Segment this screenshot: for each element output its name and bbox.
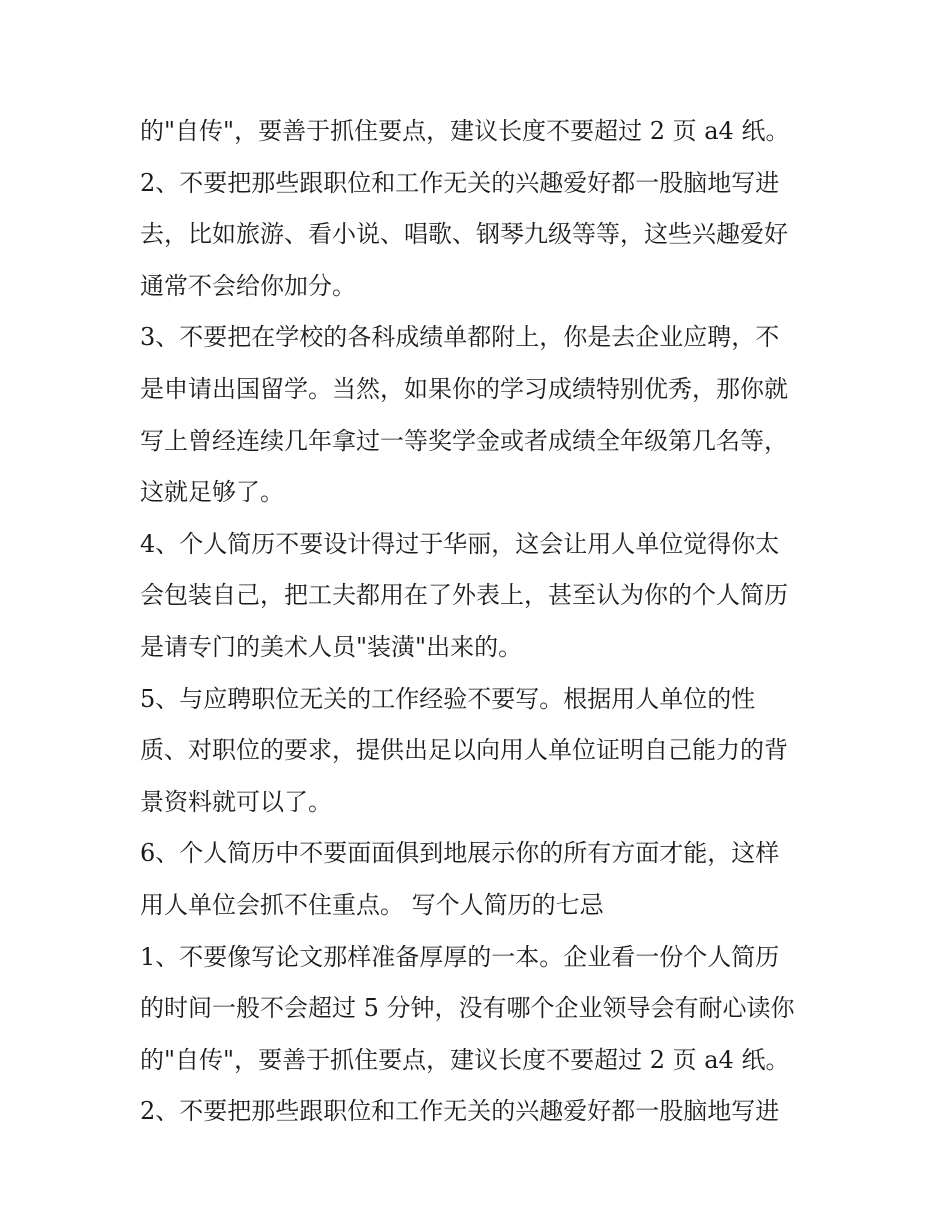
text-line: 用人单位会抓不住重点。 写个人简历的七忌 bbox=[140, 890, 604, 919]
text-line: 的"自传"，要善于抓住要点，建议长度不要超过 2 页 a4 纸。 bbox=[140, 1045, 790, 1074]
text-line: 2、不要把那些跟职位和工作无关的兴趣爱好都一股脑地写进 bbox=[140, 1097, 780, 1126]
text-line: 1、不要像写论文那样准备厚厚的一本。企业看一份个人简历 bbox=[140, 942, 780, 971]
text-line: 通常不会给你加分。 bbox=[140, 271, 356, 300]
text-line: 4、个人简历不要设计得过于华丽，这会让用人单位觉得你太 bbox=[140, 529, 780, 558]
text-line: 写上曾经连续几年拿过一等奖学金或者成绩全年级第几名等， bbox=[140, 426, 788, 455]
text-line: 的时间一般不会超过 5 分钟，没有哪个企业领导会有耐心读你 bbox=[140, 994, 795, 1023]
text-line: 2、不要把那些跟职位和工作无关的兴趣爱好都一股脑地写进 bbox=[140, 168, 780, 197]
text-line: 是请专门的美术人员"装潢"出来的。 bbox=[140, 632, 523, 661]
text-line: 5、与应聘职位无关的工作经验不要写。根据用人单位的性 bbox=[140, 684, 756, 713]
text-line: 的"自传"，要善于抓住要点，建议长度不要超过 2 页 a4 纸。 bbox=[140, 117, 790, 145]
text-line: 这就足够了。 bbox=[140, 478, 284, 507]
text-line: 3、不要把在学校的各科成绩单都附上，你是去企业应聘，不 bbox=[140, 323, 780, 352]
text-line: 去，比如旅游、看小说、唱歌、钢琴九级等等，这些兴趣爱好 bbox=[140, 220, 788, 249]
document-body bbox=[140, 106, 820, 1138]
text-line: 是申请出国留学。当然，如果你的学习成绩特别优秀，那你就 bbox=[140, 374, 788, 403]
text-line: 会包装自己，把工夫都用在了外表上，甚至认为你的个人简历 bbox=[140, 581, 788, 610]
text-line: 质、对职位的要求，提供出足以向用人单位证明自己能力的背 bbox=[140, 736, 788, 765]
text-line: 景资料就可以了。 bbox=[140, 787, 332, 816]
text-line: 6、个人简历中不要面面俱到地展示你的所有方面才能，这样 bbox=[140, 839, 780, 868]
